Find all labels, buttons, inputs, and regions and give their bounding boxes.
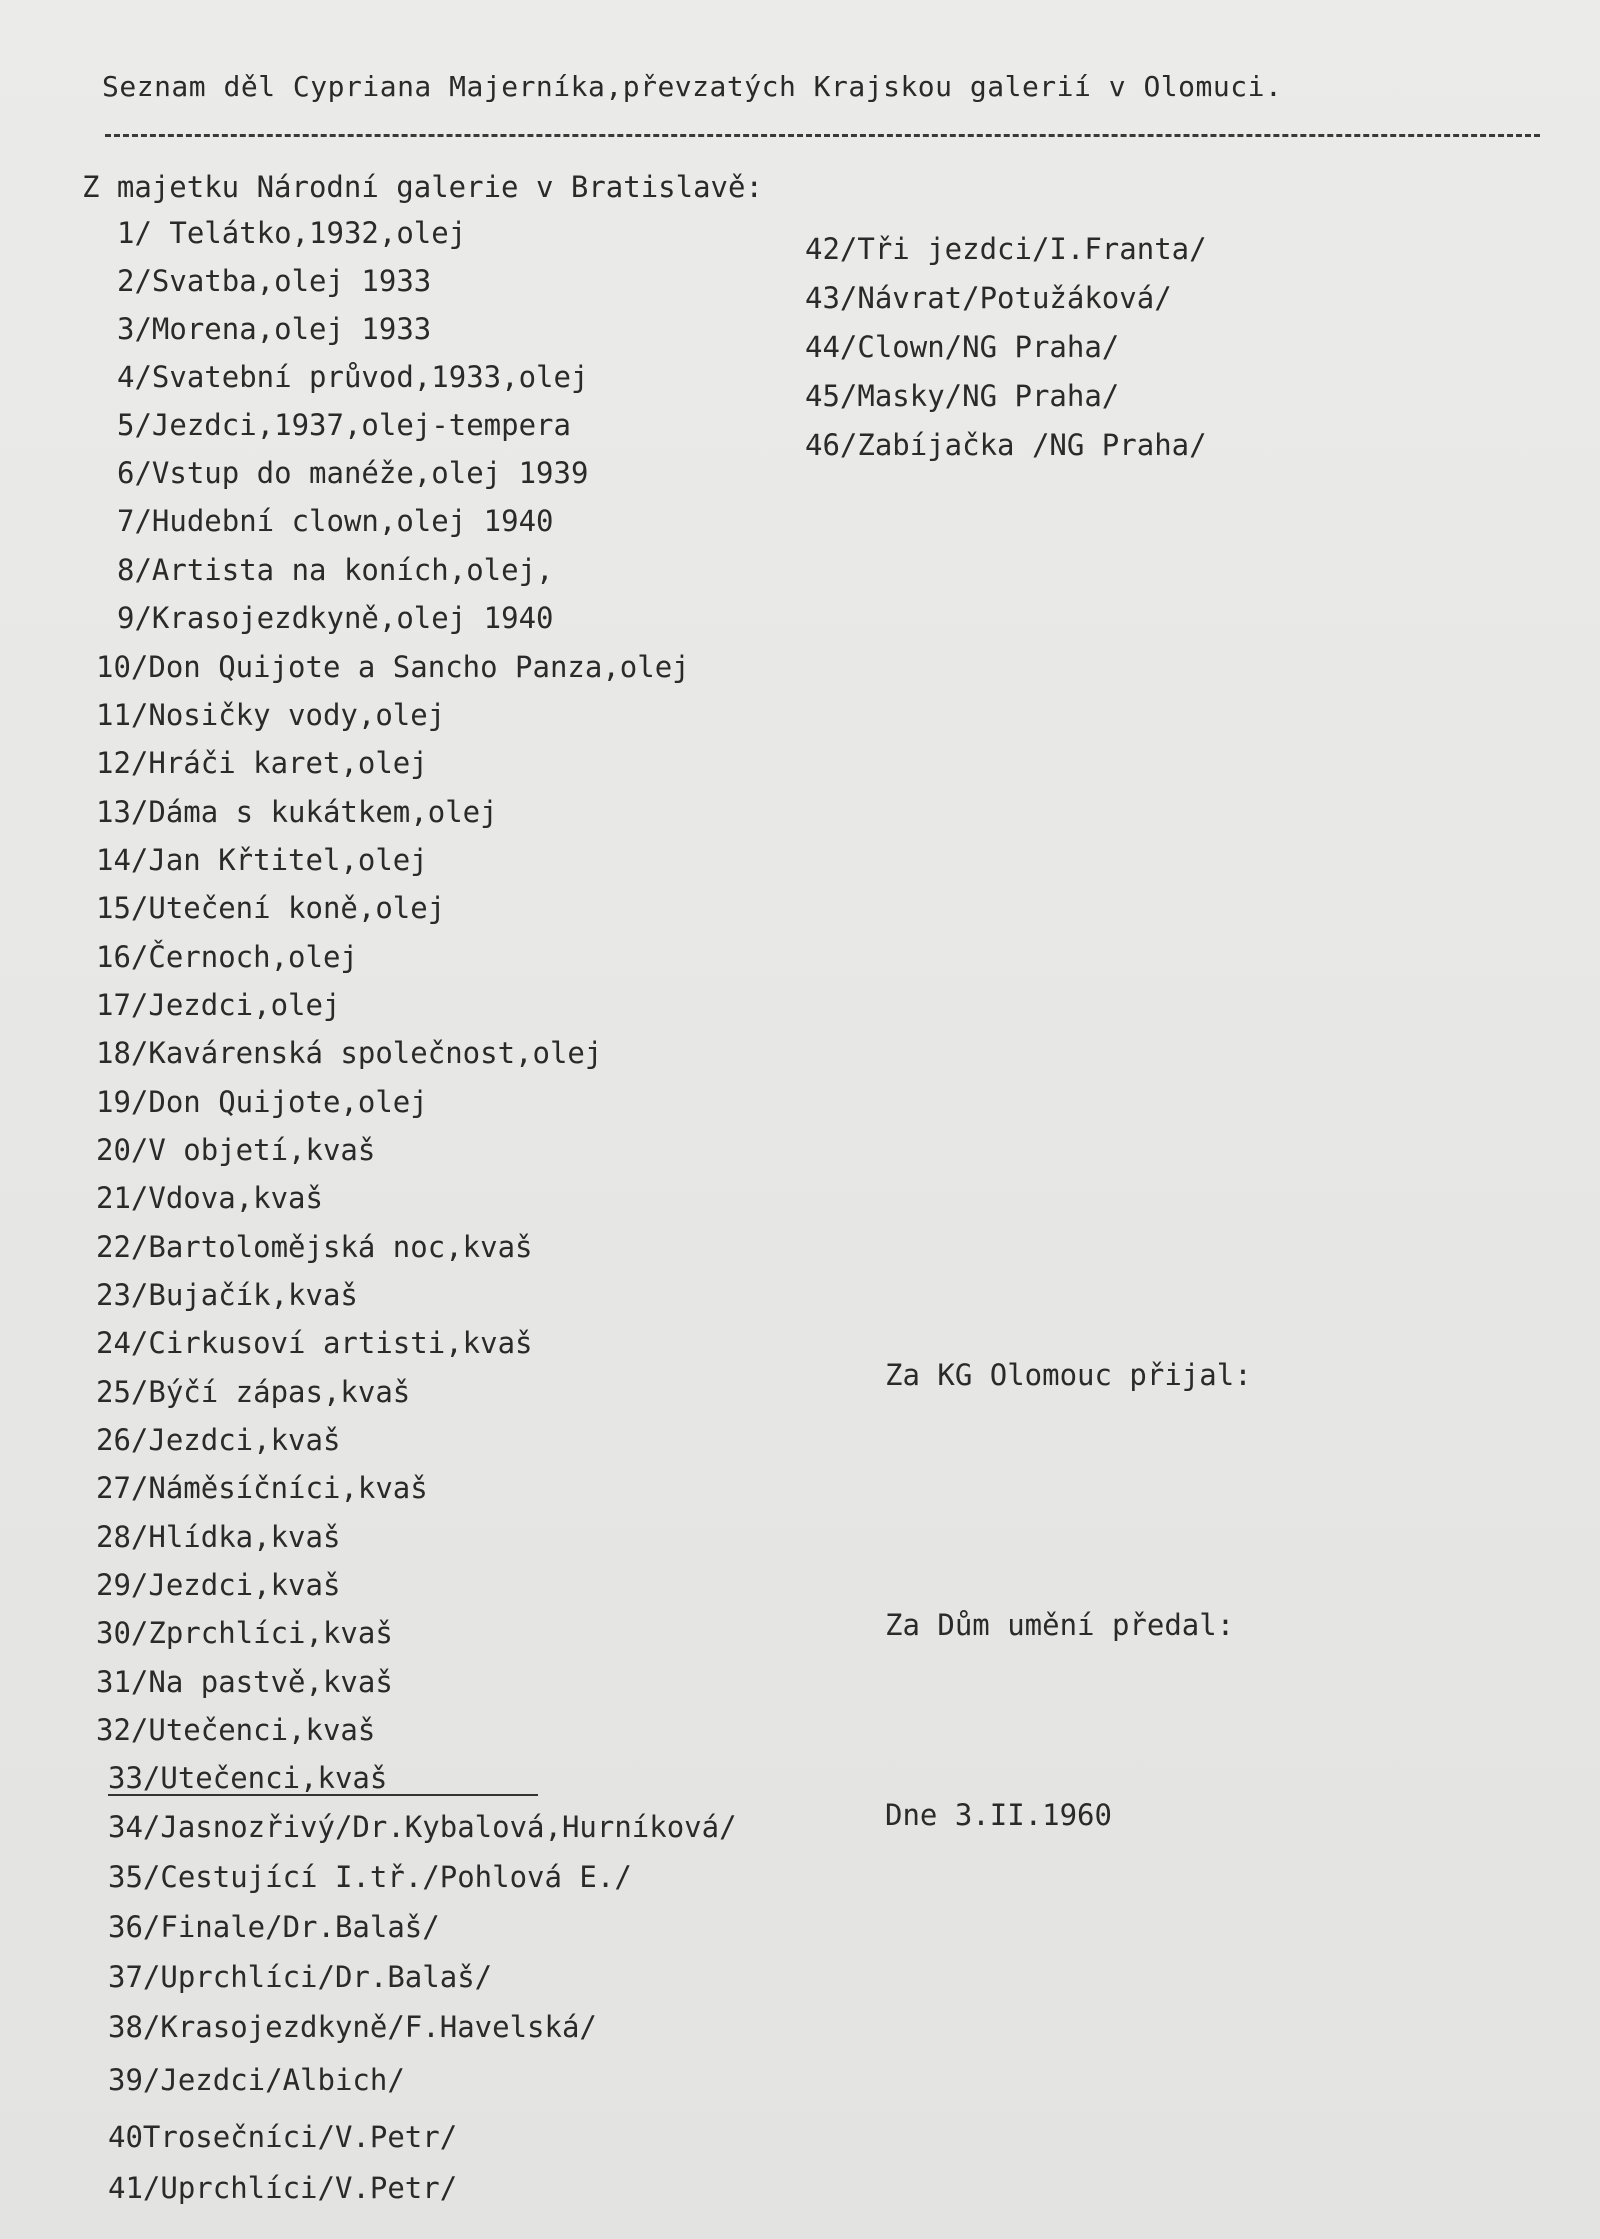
artwork-item: 44/Clown/NG Praha/ (805, 330, 1120, 364)
artwork-item: 16/Černoch,olej (96, 940, 358, 974)
artwork-item: 26/Jezdci,kvaš (96, 1423, 341, 1457)
artwork-item: 8/Artista na koních,olej, (117, 553, 554, 587)
artwork-item: 33/Utečenci,kvaš (108, 1761, 388, 1795)
artwork-item: 9/Krasojezdkyně,olej 1940 (117, 601, 554, 635)
artwork-item: 28/Hlídka,kvaš (96, 1520, 341, 1554)
artwork-item: 12/Hráči karet,olej (96, 746, 428, 780)
artwork-item: 27/Náměsíčníci,kvaš (96, 1471, 428, 1505)
artwork-item: 32/Utečenci,kvaš (96, 1713, 376, 1747)
date-label: Dne 3.II.1960 (885, 1798, 1112, 1832)
artwork-item: 21/Vdova,kvaš (96, 1181, 323, 1215)
artwork-item: 36/Finale/Dr.Balaš/ (108, 1910, 440, 1944)
artwork-item: 4/Svatební průvod,1933,olej (117, 360, 589, 394)
artwork-item: 17/Jezdci,olej (96, 988, 341, 1022)
artwork-item: 11/Nosičky vody,olej (96, 698, 446, 732)
artwork-item: 3/Morena,olej 1933 (117, 312, 432, 346)
artwork-item: 20/V objetí,kvaš (96, 1133, 376, 1167)
artwork-item: 38/Krasojezdkyně/F.Havelská/ (108, 2010, 597, 2044)
artwork-item: 19/Don Quijote,olej (96, 1085, 428, 1119)
artwork-item: 10/Don Quijote a Sancho Panza,olej (96, 650, 690, 684)
artwork-item: 41/Uprchlíci/V.Petr/ (108, 2171, 458, 2205)
artwork-item: 43/Návrat/Potužáková/ (805, 281, 1172, 315)
artwork-item: 45/Masky/NG Praha/ (805, 379, 1120, 413)
artwork-item: 1/ Telátko,1932,olej (117, 216, 467, 250)
artwork-item: 13/Dáma s kukátkem,olej (96, 795, 498, 829)
artwork-item: 24/Cirkusoví artisti,kvaš (96, 1326, 533, 1360)
artwork-item: 30/Zprchlíci,kvaš (96, 1616, 393, 1650)
artwork-item: 34/Jasnozřivý/Dr.Kybalová,Hurníková/ (108, 1810, 737, 1844)
artwork-item: 46/Zabíjačka /NG Praha/ (805, 428, 1207, 462)
artwork-item: 31/Na pastvě,kvaš (96, 1665, 393, 1699)
section-heading: Z majetku Národní galerie v Bratislavě: (82, 170, 763, 204)
artwork-item: 29/Jezdci,kvaš (96, 1568, 341, 1602)
artwork-item: 6/Vstup do manéže,olej 1939 (117, 456, 589, 490)
received-by-label: Za KG Olomouc přijal: (885, 1358, 1252, 1392)
artwork-item: 5/Jezdci,1937,olej-tempera (117, 408, 571, 442)
artwork-item: 2/Svatba,olej 1933 (117, 264, 432, 298)
artwork-item: 42/Tři jezdci/I.Franta/ (805, 232, 1207, 266)
artwork-item: 37/Uprchlíci/Dr.Balaš/ (108, 1960, 493, 1994)
artwork-item: 22/Bartolomějská noc,kvaš (96, 1230, 533, 1264)
item-33-underline (108, 1794, 538, 1796)
artwork-item: 7/Hudební clown,olej 1940 (117, 504, 554, 538)
artwork-item: 14/Jan Křtitel,olej (96, 843, 428, 877)
artwork-item: 39/Jezdci/Albich/ (108, 2063, 405, 2097)
title-divider (105, 134, 1540, 137)
artwork-item: 18/Kavárenská společnost,olej (96, 1036, 603, 1070)
artwork-item: 23/Bujačík,kvaš (96, 1278, 358, 1312)
artwork-item: 15/Utečení koně,olej (96, 891, 446, 925)
document-title: Seznam děl Cypriana Majerníka,převzatých Krajskou galerií v Olomuci. (102, 70, 1283, 103)
artwork-item: 40Trosečníci/V.Petr/ (108, 2120, 458, 2154)
handed-over-by-label: Za Dům umění předal: (885, 1608, 1235, 1642)
artwork-item: 35/Cestující I.tř./Pohlová E./ (108, 1860, 632, 1894)
artwork-item: 25/Býčí zápas,kvaš (96, 1375, 411, 1409)
